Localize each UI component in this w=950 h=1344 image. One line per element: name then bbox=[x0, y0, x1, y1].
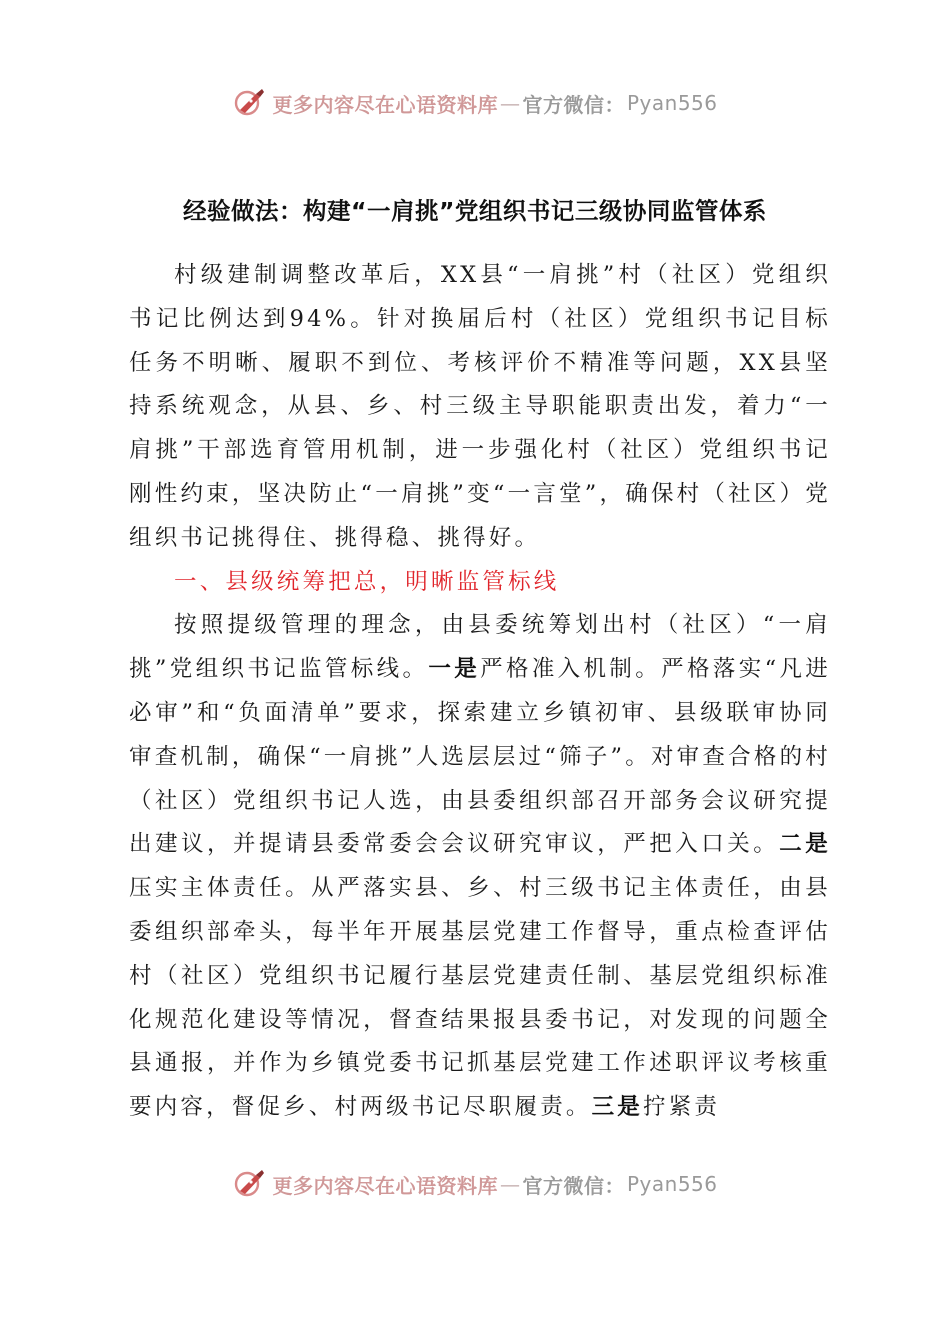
point-1-text: 严格准入机制。严格落实“凡进必审”和“负面清单”要求，探索建立乡镇初审、县级联审协同审查机制，确保“一肩挑”人选层层过“筛子”。对审查合格的村（社区）党组织书记人选，由县委组织部召开部务会议研究提出建议，并提请县委常委会会议研究审议，严把入口关。 bbox=[129, 656, 832, 858]
point-2-label: 二是 bbox=[779, 831, 831, 858]
document-body bbox=[129, 254, 831, 1130]
section-heading-1: 一、县级统筹把总，明晰监管标线 bbox=[174, 568, 560, 595]
fountain-pen-logo-icon bbox=[232, 1167, 266, 1201]
paragraph-section-1-intro: 按照提级管理的理念，由县委统筹划出村（社区）“一肩挑”党组织书记监管标线。 bbox=[129, 612, 831, 683]
banner-wechat-id: Pyan556 bbox=[626, 91, 718, 115]
banner-wechat-label: 官方微信： bbox=[522, 1173, 625, 1198]
paragraph-intro: 村级建制调整改革后，XX县“一肩挑”村（社区）党组织书记比例达到94%。针对换届后村（社区）党组织书记目标任务不明晰、履职不到位、考核评价不精准等问题，XX县坚持系统观念，从县、乡、村三级主导职能职责出发，着力“一肩挑”干部选育管用机制，进一步强化村（社区）党组织书记刚性约束，坚决防止“一肩挑”变“一言堂”，确保村（社区）党组织书记挑得住、挑得稳、挑得好。 bbox=[129, 262, 831, 551]
watermark-banner-bottom bbox=[0, 1164, 950, 1204]
point-1-label: 一是 bbox=[428, 656, 481, 683]
banner-dash: — bbox=[499, 91, 521, 115]
banner-site-name: 更多内容尽在心语资料库 bbox=[272, 1173, 498, 1198]
banner-dash: — bbox=[499, 1172, 521, 1196]
point-3-label: 三是 bbox=[591, 1094, 644, 1121]
fountain-pen-logo-icon bbox=[232, 86, 266, 120]
banner-site-name: 更多内容尽在心语资料库 bbox=[272, 92, 498, 117]
banner-wechat-label: 官方微信： bbox=[522, 92, 625, 117]
document-title: 经验做法：构建“一肩挑”党组织书记三级协同监管体系 bbox=[183, 197, 767, 225]
point-3-text: 拧紧责 bbox=[643, 1094, 721, 1121]
paragraph-section-1 bbox=[129, 604, 831, 1130]
banner-wechat-id: Pyan556 bbox=[626, 1172, 718, 1196]
point-2-text: 压实主体责任。从严落实县、乡、村三级书记主体责任，由县委组织部牵头，每半年开展基层党建工作督导，重点检查评估村（社区）党组织书记履行基层党建责任制、基层党组织标准化规范化建设等情况，督查结果报县委书记，对发现的问题全县通报，并作为乡镇党委书记抓基层党建工作述职评议考核重要内容，督促乡、村两级书记尽职履责。 bbox=[129, 875, 831, 1121]
watermark-banner-top bbox=[0, 83, 950, 123]
